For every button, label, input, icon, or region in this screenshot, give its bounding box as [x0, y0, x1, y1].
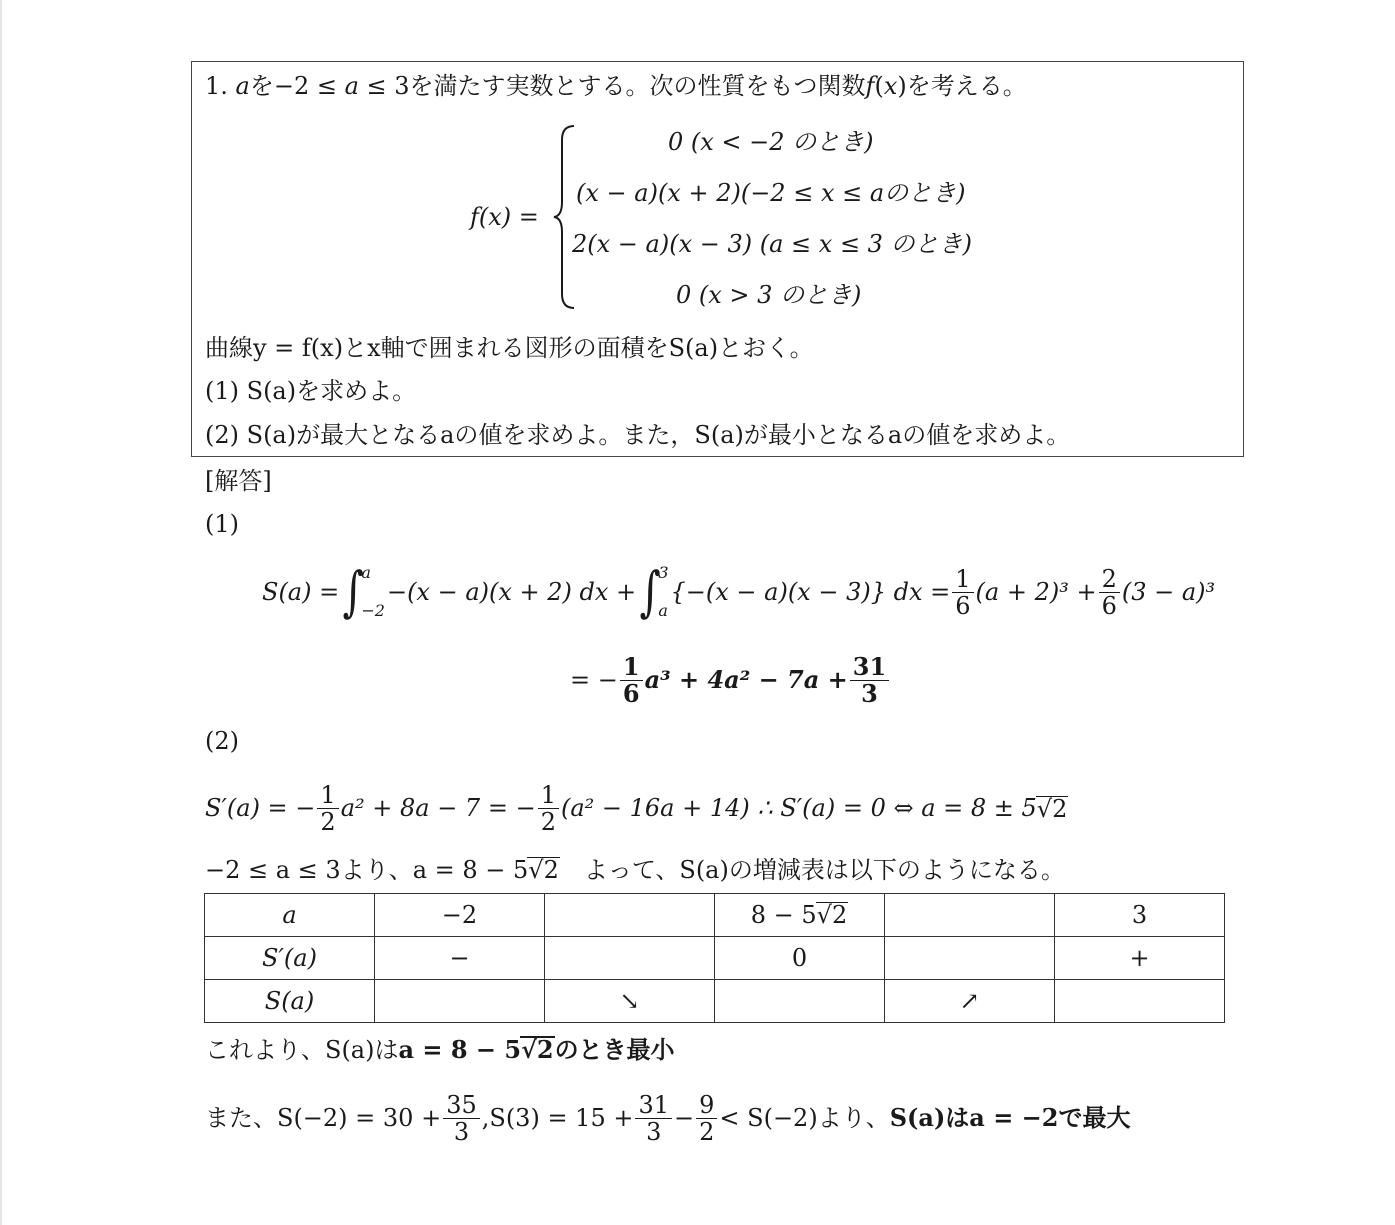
answer-heading: [解答] — [205, 467, 272, 495]
table-cell: 8 − 5√2 — [715, 894, 885, 937]
integral-sign: ∫ — [639, 560, 661, 623]
case-2: (x − a)(x + 2)(−2 ≤ x ≤ aのとき) — [576, 179, 966, 207]
table-cell — [545, 937, 715, 980]
table-cell: a — [205, 894, 375, 937]
table-cell: S′(a) — [205, 937, 375, 980]
integral-sign: ∫ — [342, 560, 364, 623]
area-definition: 曲線y = f(x)とx軸で囲まれる図形の面積をS(a)とおく。 — [205, 334, 814, 362]
question-2: (2) S(a)が最大となるaの値を求めよ。また，S(a)が最小となるaの値を求めよ。 — [205, 421, 1071, 449]
table-cell — [715, 980, 885, 1023]
fx-label: f(x) = — [470, 203, 539, 231]
piecewise-brace — [552, 124, 578, 310]
part-1-label: (1) — [205, 510, 239, 538]
range-line: −2 ≤ a ≤ 3より、a = 8 − 5√2 よって、S(a)の増減表は以下のようになる。 — [205, 856, 1065, 884]
result-equation: = − $\frac{1}{6}$ a³ + 4a² − 7a + $\frac{31}{3}$ — [570, 648, 891, 712]
table-row — [205, 894, 1225, 937]
part-2-label: (2) — [205, 727, 239, 755]
table-cell — [545, 894, 715, 937]
problem-statement: 1. aを−2 ≤ a ≤ 3を満たす実数とする。次の性質をもつ関数f(x)を考える。 — [205, 72, 1027, 100]
table-cell: − — [375, 937, 545, 980]
table-cell: S(a) — [205, 980, 375, 1023]
page-edge — [0, 0, 2, 1225]
table-row — [205, 980, 1225, 1023]
table-cell: 0 — [715, 937, 885, 980]
table-row — [205, 937, 1225, 980]
integral-equation: S(a) = ∫ a −2 −(x − a)(x + 2) dx + ∫ 3 a {−(x − a)(x − 3)} dx = $\frac{1}{6}$ (a + 2)³ + $\frac{2}{6}$ (3 − a)³ — [262, 560, 1216, 623]
minimum-conclusion: これより、S(a)はa = 8 − 5√2のとき最小 — [205, 1035, 675, 1064]
table-cell: + — [1055, 937, 1225, 980]
table-cell — [375, 980, 545, 1023]
table-cell — [885, 937, 1055, 980]
increase-decrease-table — [204, 893, 1225, 1023]
case-1: 0 (x < −2 のとき) — [668, 128, 874, 156]
decreasing-arrow-icon: ↘ — [545, 980, 715, 1023]
question-1: (1) S(a)を求めよ。 — [205, 377, 417, 405]
table-cell: −2 — [375, 894, 545, 937]
derivative-equation: S′(a) = − $\frac{1}{2}$ a² + 8a − 7 = − $\frac{1}{2}$ (a² − 16a + 14) ∴ S′(a) = 0 ⇔ a = 8 ± 5 √2 — [205, 780, 1068, 836]
case-4: 0 (x > 3 のとき) — [676, 281, 862, 309]
case-3: 2(x − a)(x − 3) (a ≤ x ≤ 3 のとき) — [572, 230, 972, 258]
table-cell — [885, 894, 1055, 937]
table-cell: 3 — [1055, 894, 1225, 937]
table-cell — [1055, 980, 1225, 1023]
maximum-conclusion: また、S(−2) = 30 + $\frac{35}{3}$ ,S(3) = 15 + $\frac{31}{3}$ − $\frac{9}{2}$ < S(−2)より、 S(a)はa = −2で最大 — [205, 1090, 1131, 1146]
increasing-arrow-icon: ↗ — [885, 980, 1055, 1023]
